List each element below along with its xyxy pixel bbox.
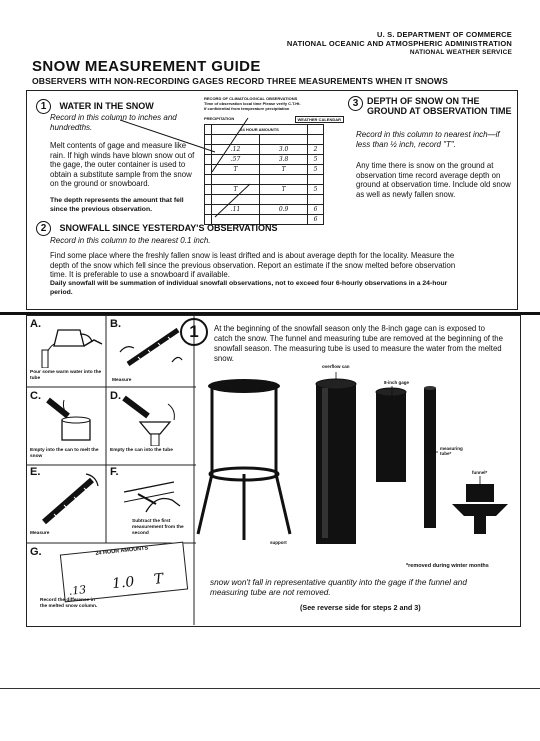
writing-hand-illustration [116,472,190,520]
panel-g-caption: Record the difference in the melted snow column. [40,598,98,609]
panel-c-caption: Empty into the can to melt the snow [30,448,99,459]
precip-header: PRECIPITATION [204,116,235,121]
card-value: .13 [68,583,87,598]
weather-header: WEATHER CALENDAR [295,116,344,123]
section-heading: SNOWFALL SINCE YESTERDAY'S OBSERVATIONS [59,223,278,233]
form-title: RECORD OF CLIMATOLOGICAL OBSERVATIONS [204,96,298,101]
table-row: T T 5 [205,185,324,195]
panel-f-caption: Subtract the first measurement from the second [132,519,184,536]
card-value: T [153,570,165,588]
panel-a-caption: Pour some warm water into the tube [30,370,102,381]
measuring-tube-label: measuring tube* [440,446,463,456]
funnel-pouring-illustration [118,394,188,446]
warning-text: snow won't fall in representative quantity into the gage if the funnel and measuring tube are not removed. [210,578,467,597]
card-header: 24 HOUR AMOUNTS [95,545,149,557]
table-row: .12 3.0 2 [205,145,324,155]
panel-b-caption: Measure [112,378,132,383]
agency-line: NATIONAL WEATHER SERVICE [409,49,512,56]
section-3-body: Any time there is snow on the ground at observation time record average depth on ground at observation time. Include old snow as well as newly fallen snow. [356,161,511,199]
table-header: 24 HOUR AMOUNTS [211,125,307,135]
panel-a-label: A. [30,318,41,330]
funnel-label: funnel* [472,470,488,475]
card-value: 1.0 [111,574,136,593]
page-subtitle: OBSERVERS WITH NON-RECORDING GAGES RECORD THREE MEASUREMENTS WHEN IT SNOWS [32,76,448,86]
section-3-record: Record in this column to nearest inch—if less than ½ inch, record "T". [356,130,500,149]
step-1-text: At the beginning of the snowfall season only the 8-inch gage can is exposed to catch the snow. The funnel and measuring tube are removed at the beginning of the snowfall season. The measuring tube is used to measure the water from the melted snow. [214,324,503,363]
table-header [308,125,324,135]
section-1-record: Record in this column to inches and hundredths. [50,113,177,132]
panel-d-label: D. [110,390,121,402]
section-heading: WATER IN THE SNOW [59,101,154,111]
section-1-body: Melt contents of gage and measure like rain. If high winds have blown snow out of the gage, the outer container is used to obtain a substitute sample from the snow on the ground or snowboard. [50,141,195,189]
agency-header [287,30,512,57]
step-1-badge: 1 [180,318,208,346]
panel-e-label: E. [30,466,41,478]
table-row: 6 [205,215,324,225]
pointer-arrows [120,112,250,222]
pouring-kettle-illustration [40,320,105,368]
page-edge-line [0,688,540,689]
reverse-side-note: (See reverse side for steps 2 and 3) [300,603,421,612]
support-label: support [270,540,287,545]
section-2-body: Find some place where the freshly fallen snow is least drifted and is about average depth for the locality. Measure the depth of the snow which fell since the previous observation. Report an estimate if the snow melted before observation time. It is preferable to use a snowboard if available. [50,251,456,280]
form-line: If confidential from temperature precipitation [204,106,290,111]
panel-d-caption: Empty the can into the tube [110,448,173,453]
step-number-badge: 1 [36,99,51,114]
overflow-can-label: overflow can [322,364,350,369]
agency-line: NATIONAL OCEANIC AND ATMOSPHERIC ADMINISTRATION [286,39,512,48]
agency-line: U. S. DEPARTMENT OF COMMERCE [376,30,512,39]
form-line: Time of observation local time Please verify C.T.Ht. [204,101,301,106]
measuring-tube-illustration [36,470,106,526]
panel-c-label: C. [30,390,41,402]
section-2-record: Record in this column to the nearest 0.1 inch. [50,236,211,245]
section-3-heading [348,96,516,116]
section-heading: DEPTH OF SNOW ON THE GROUND AT OBSERVATION TIME [367,96,512,116]
panel-e-caption: Measure [30,531,50,536]
panel-g-label: G. [30,546,42,558]
section-1-bold: The depth represents the amount that fell since the previous observation. [50,197,184,213]
emptying-can-illustration [40,394,105,444]
gage-label: 8-inch gage [384,380,410,385]
panel-f-label: F. [110,466,119,478]
step-number-badge: 3 [348,96,363,111]
section-2-heading [36,218,277,236]
table-row: .11 0.9 6 [205,205,324,215]
removed-note: *removed during winter months [406,563,489,569]
panel-b-label: B. [110,318,121,330]
page-title: SNOW MEASUREMENT GUIDE [32,58,261,75]
section-2-bold: Daily snowfall will be summation of individual snowfall observations, not to exceed four 6-hourly observations in a 24-hour period. [50,280,448,296]
table-row: .57 3.8 5 [205,155,324,165]
table-row: T T 5 [205,165,324,175]
step-number-badge: 2 [36,221,51,236]
gage-equipment-illustration [196,364,514,554]
